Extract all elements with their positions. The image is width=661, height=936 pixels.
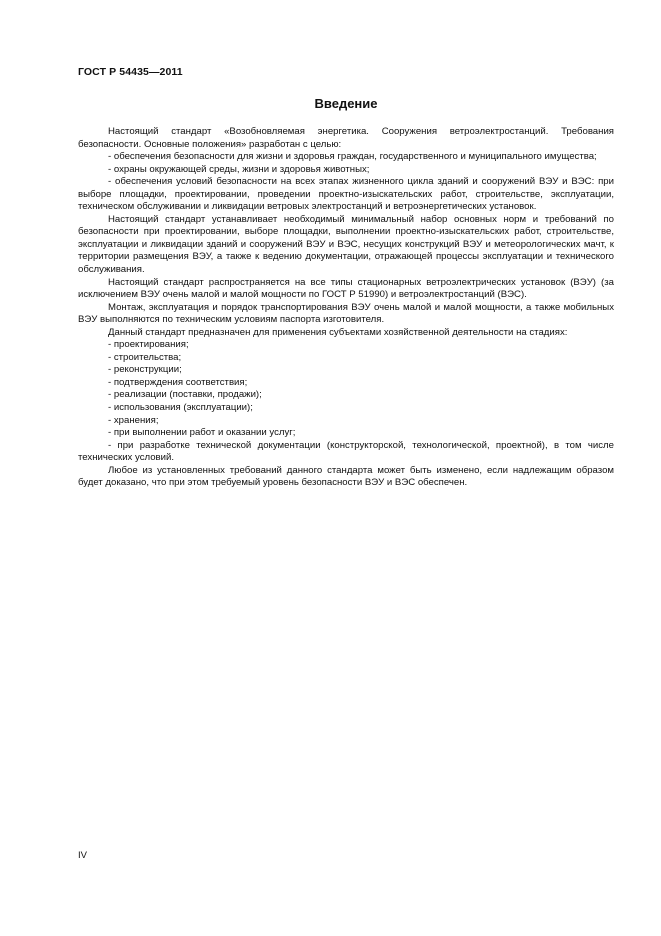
list-item: - обеспечения безопасности для жизни и здоровья граждан, государственного и муниципального имущества; [108,151,597,163]
paragraph: Настоящий стандарт распространяется на все типы стационарных ветроэлектрических установок (ВЭУ) (за исключением ВЭУ очень малой и малой мощности по ГОСТ Р 51990) и ветроэлектростанций (ВЭС). [78,276,614,301]
list-item: - строительства; [108,351,182,363]
list-item: - реконструкции; [108,364,182,376]
list-item: - реализации (поставки, продажи); [108,389,262,401]
document-body [78,126,614,490]
standard-code: ГОСТ Р 54435—2011 [78,66,183,78]
list-item: - хранения; [108,414,159,426]
list-item: - использования (эксплуатации); [108,402,253,414]
paragraph: Монтаж, эксплуатация и порядок транспортирования ВЭУ очень малой и малой мощности, а также мобильных ВЭУ выполняются по техническим условиям паспорта изготовителя. [78,301,614,326]
paragraph: Любое из установленных требований данного стандарта может быть изменено, если надлежащим образом будет доказано, что при этом требуемый уровень безопасности ВЭУ и ВЭС обеспечен. [78,464,614,489]
list-item: - при выполнении работ и оказании услуг; [108,427,296,439]
paragraph: Настоящий стандарт устанавливает необходимый минимальный набор основных норм и требований по безопасности при проектировании, выборе площадки, выполнении проектно-изыскательских работ, строительстве, эксплуатации и ликвидации зданий и сооружений ВЭУ и ВЭС, несущих конструкций ВЭУ и метеорологических мачт, к территории размещения ВЭУ, а также к ведению документации, отражающей процессы эксплуатации и технического обслуживания. [78,213,614,276]
list-item: - подтверждения соответствия; [108,376,248,388]
page-title: Введение [314,96,378,111]
paragraph: Настоящий стандарт «Возобновляемая энергетика. Сооружения ветроэлектростанций. Требования безопасности. Основные положения» разработан с целью: [78,126,614,150]
page-number: IV [78,850,87,861]
list-item: - проектирования; [108,339,189,351]
paragraph: Данный стандарт предназначен для применения субъектами хозяйственной деятельности на стадиях: [108,326,568,338]
list-item: - при разработке технической документации (конструкторской, технологической, проектной), в том числе технических условий. [78,439,614,464]
list-item: - охраны окружающей среды, жизни и здоровья животных; [108,163,370,175]
list-item: - обеспечения условий безопасности на всех этапах жизненного цикла зданий и сооружений ВЭУ и ВЭС: при выборе площадки, проектировании, проведении проектно-изыскательских работ, строительстве, эксплуатации, техническом обслуживании и ликвидации ветровых электростанций и ветроэнергетических установок. [78,176,614,213]
